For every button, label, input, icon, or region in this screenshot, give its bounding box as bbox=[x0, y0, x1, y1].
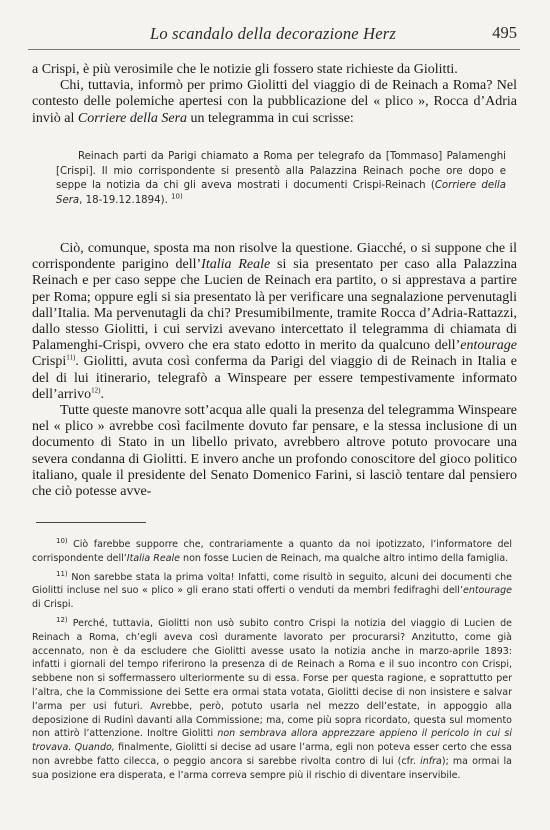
paragraph-3: Tutte queste manovre sott’acqua alle quali la presenza del telegramma Winspeare nel « plico » avrebbe così facilmente dovuto far pensare, e la stessa inclusione di un documento di Stato in un libello privato, avrebbero altrove potuto provocare una severa condanna di Giolitti. E invero anche un profondo conoscitore del gioco politico italiano, quale il presidente del Senato Domenico Farini, si lasciò tentare dal pensiero che ciò potesse avve- bbox=[32, 403, 517, 500]
footnote-10: $^{10)}$ Ciò farebbe supporre che, contrariamente a quanto da noi ipotizzato, l’informatore del corrispondente dell’Italia Reale non fosse Lucien de Reinach, ma qualche altro intimo della famiglia. bbox=[32, 536, 512, 564]
main-text bbox=[32, 241, 517, 500]
paragraph-2: Ciò, comunque, sposta ma non risolve la questione. Giacché, o si suppone che il corrispondente parigino dell’Italia Reale si sia presentato per caso alla Palazzina Reinach e per caso seppe che Lucien de Reinach era partito, o si apprestava a partire per Roma; oppure egli si sia presentato là per verificare una segnalazione pervenutagli dall’Italia. Ma pervenutagli da chi? Presumibilmente, tramite Rocca d’Adria-Rattazzi, dallo stesso Giolitti, i cui servizi avevano intercettato il telegramma di chiamata di Palamenghi-Crispi, ovvero che era stato edotto in merito da qualcuno dell’entourage Crispi$^{11)}$. Giolitti, avuta così conferma da Parigi del viaggio di de Reinach in Italia e del di lui itinerario, telegrafò a Winspeare per essere tempestivamente informato dell’arrivo$^{12)}$. bbox=[32, 241, 518, 402]
block-quote: Reinach parti da Parigi chiamato a Roma per telegrafo da [Tommaso] Palamenghi [Crispi]. Il mio corrispondente si presentò alla Palazzina Reinach poche ore dopo e seppe la notizia da chi gli aveva mostrati i documenti Crispi-Reinach (Corriere della Sera, 18-19.12.1894). $^{10)}$ bbox=[56, 151, 506, 206]
footnote-12: $^{12)}$ Perché, tuttavia, Giolitti non usò subito contro Crispi la notizia del viaggio di Lucien de Reinach a Roma, ch’egli aveva così duramente lavorato per procurarsi? Anzitutto, come già accennato, non è da escludere che Giolitti avesse usato la notizia anche in marzo-aprile 1893: infatti i giornali del tempo riferirono la presenza di de Reinach a Roma e il suo incontro con Crispi, sebbene non si soffermassero ulteriormente su di essa. Forse per questa ragione, e soprattutto per l’altra, che la Commissione dei Sette era ormai stata votata, Giolitti decise di non insistere e salvar l’arma per usi futuri. Avrebbe, però, potuto usarla nel mezzo dell’estate, in appoggio alla deposizione di Rudinì davanti alla Commissione; ma, come più sopra ricordato, questa sul momento non attirò l’attenzione. Inoltre Giolitti non sembrava allora apprezzare appieno il pericolo in cui si trovava. Quando, finalmente, Giolitti si decise ad usare l’arma, egli non poteva esser certo che essa non avrebbe fatto cilecca, o peggio ancora si sarebbe rivolta contro di lui (cfr. infra); ma ormai la sua posizione era disperata, e l’arma correva sempre più il rischio di diventare inservibile. bbox=[32, 615, 513, 781]
footnote-ref-10: 10) bbox=[171, 192, 183, 201]
header-rule bbox=[28, 49, 520, 50]
intro-paragraph-1: a Crispi, è più verosimile che le notizie gli fossero state richieste da Giolitti. bbox=[32, 62, 458, 77]
quote-source: Corriere della Sera bbox=[56, 180, 506, 206]
intro-paragraph-2: Chi, tuttavia, informò per primo Giolitti del viaggio di de Reinach a Roma? Nel contesto delle polemiche apertesi con la pubblicazione del « plico », Rocca d’Adria inviò al Corriere della Sera un telegramma in cui scrisse: bbox=[32, 78, 517, 126]
footnote-separator bbox=[36, 522, 146, 523]
footnote-11: $^{11)}$ Non sarebbe stata la prima volta! Infatti, come risultò in seguito, alcuni dei documenti che Giolitti incluse nel suo « plico » gli erano stati offerti o venduti da membri fedifraghi dell’entourage di Crispi. bbox=[32, 569, 512, 611]
footnote-ref-11: 11) bbox=[66, 353, 76, 362]
intro-text bbox=[32, 62, 517, 127]
footnotes bbox=[32, 538, 512, 783]
page-number: 495 bbox=[492, 23, 517, 42]
newspaper-title: Corriere della Sera bbox=[77, 110, 188, 126]
running-title: Lo scandalo della decorazione Herz bbox=[150, 24, 397, 43]
page-header bbox=[0, 0, 550, 50]
footnote-ref-12: 12) bbox=[91, 386, 101, 395]
